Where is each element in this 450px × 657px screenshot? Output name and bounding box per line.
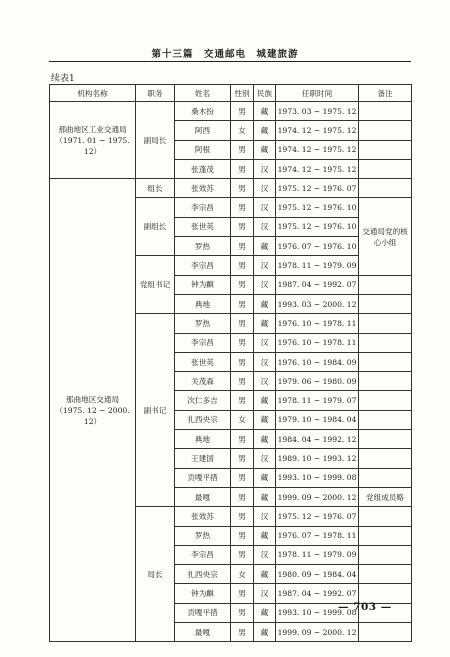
position-cell: 副组长 xyxy=(136,198,175,256)
note-cell-empty xyxy=(359,140,412,159)
note-cell-empty xyxy=(359,121,412,140)
term-cell: 1999. 09 ~ 2000. 12 xyxy=(276,623,359,642)
position-cell: 副书记 xyxy=(136,314,175,507)
term-cell: 1978. 11 ~ 1979. 09 xyxy=(276,545,359,564)
ethnic-cell: 汉 xyxy=(254,333,276,352)
ethnic-cell: 汉 xyxy=(254,449,276,468)
sex-cell: 男 xyxy=(231,391,254,410)
note-cell-empty xyxy=(359,410,412,429)
note-cell-empty xyxy=(359,430,412,449)
sex-cell: 男 xyxy=(231,584,254,603)
note-cell-empty xyxy=(359,352,412,371)
name-cell: 罗热 xyxy=(175,314,231,333)
term-cell: 1984. 04 ~ 1992. 12 xyxy=(276,430,359,449)
term-cell: 1999. 09 ~ 2000. 12 xyxy=(276,487,359,506)
term-cell: 1978. 11 ~ 1979. 09 xyxy=(276,256,359,275)
sex-cell: 男 xyxy=(231,140,254,159)
table-row xyxy=(50,179,412,198)
position-cell: 党组书记 xyxy=(136,256,175,314)
note-cell-empty xyxy=(359,391,412,410)
name-cell: 张效苏 xyxy=(175,507,231,526)
page-number: — 703 — xyxy=(338,601,392,613)
sex-cell: 男 xyxy=(231,449,254,468)
term-cell: 1979. 10 ~ 1984. 04 xyxy=(276,410,359,429)
sex-cell: 男 xyxy=(231,217,254,236)
col-header-term: 任职时间 xyxy=(276,85,359,102)
ethnic-cell: 藏 xyxy=(254,410,276,429)
ethnic-cell: 汉 xyxy=(254,352,276,371)
sex-cell: 男 xyxy=(231,487,254,506)
term-cell: 1993. 03 ~ 2000. 12 xyxy=(276,294,359,313)
ethnic-cell: 汉 xyxy=(254,198,276,217)
running-header: 第十三篇 交通邮电 城建旅游 xyxy=(151,49,299,60)
org-cell xyxy=(50,179,136,642)
sex-cell: 男 xyxy=(231,603,254,622)
org-name: 那曲地区工业交通局 xyxy=(58,124,127,134)
note-cell: 交通局党的核心小组 xyxy=(359,198,412,275)
name-cell: 次仁多吉 xyxy=(175,391,231,410)
sex-cell: 男 xyxy=(231,159,254,178)
name-cell: 王建国 xyxy=(175,449,231,468)
header-rule xyxy=(49,61,411,62)
name-cell: 典地 xyxy=(175,430,231,449)
term-cell: 1976. 07 ~ 1976. 10 xyxy=(276,237,359,256)
ethnic-cell: 藏 xyxy=(254,102,276,121)
note-cell-empty xyxy=(359,159,412,178)
term-cell: 1979. 06 ~ 1980. 09 xyxy=(276,372,359,391)
name-cell: 贡嘎平措 xyxy=(175,603,231,622)
name-cell: 李宗昌 xyxy=(175,333,231,352)
term-cell: 1993. 10 ~ 1999. 08 xyxy=(276,468,359,487)
position-cell: 局长 xyxy=(136,507,175,642)
ethnic-cell: 汉 xyxy=(254,159,276,178)
term-cell: 1974. 12 ~ 1975. 12 xyxy=(276,140,359,159)
name-cell: 扎西央宗 xyxy=(175,410,231,429)
term-cell: 1976. 10 ~ 1984. 09 xyxy=(276,352,359,371)
term-cell: 1975. 12 ~ 1976. 07 xyxy=(276,507,359,526)
note-cell-empty xyxy=(359,565,412,584)
term-cell: 1973. 03 ~ 1975. 12 xyxy=(276,102,359,121)
name-cell: 关茂森 xyxy=(175,372,231,391)
sex-cell: 男 xyxy=(231,526,254,545)
name-cell: 典地 xyxy=(175,294,231,313)
sex-cell: 男 xyxy=(231,468,254,487)
sex-cell: 男 xyxy=(231,275,254,294)
name-cell: 罗热 xyxy=(175,237,231,256)
name-cell: 贡嘎平措 xyxy=(175,468,231,487)
name-cell: 桑木扮 xyxy=(175,102,231,121)
name-cell: 张蓬茂 xyxy=(175,159,231,178)
term-cell: 1975. 12 ~ 1976. 07 xyxy=(276,179,359,198)
sex-cell: 男 xyxy=(231,352,254,371)
term-cell: 1987. 04 ~ 1992. 07 xyxy=(276,584,359,603)
term-cell: 1976. 07 ~ 1978. 11 xyxy=(276,526,359,545)
table-row xyxy=(50,102,412,121)
name-cell: 钟为麒 xyxy=(175,584,231,603)
col-header-org: 机构名称 xyxy=(50,85,136,102)
ethnic-cell: 藏 xyxy=(254,294,276,313)
name-cell: 钟为麒 xyxy=(175,275,231,294)
sex-cell: 男 xyxy=(231,179,254,198)
ethnic-cell: 藏 xyxy=(254,565,276,584)
name-cell: 张世英 xyxy=(175,217,231,236)
term-cell: 1974. 12 ~ 1975. 12 xyxy=(276,159,359,178)
sex-cell: 女 xyxy=(231,565,254,584)
col-header-ethnic: 民族 xyxy=(254,85,276,102)
note-cell-empty xyxy=(359,275,412,294)
note-cell-empty xyxy=(359,333,412,352)
sex-cell: 男 xyxy=(231,333,254,352)
org-period: （1971. 01 ~ 1975. 12） xyxy=(55,135,130,156)
sex-cell: 男 xyxy=(231,237,254,256)
col-header-name: 姓名 xyxy=(175,85,231,102)
sex-cell: 男 xyxy=(231,314,254,333)
sex-cell: 男 xyxy=(231,256,254,275)
name-cell: 张世英 xyxy=(175,352,231,371)
ethnic-cell: 藏 xyxy=(254,121,276,140)
term-cell: 1987. 04 ~ 1992. 07 xyxy=(276,275,359,294)
note-cell-empty xyxy=(359,545,412,564)
name-cell: 阿西 xyxy=(175,121,231,140)
col-header-note: 备注 xyxy=(359,85,412,102)
ethnic-cell: 藏 xyxy=(254,468,276,487)
name-cell: 张效苏 xyxy=(175,179,231,198)
ethnic-cell: 汉 xyxy=(254,179,276,198)
table-header-row xyxy=(50,85,412,102)
col-header-position: 职务 xyxy=(136,85,175,102)
name-cell: 李宗昌 xyxy=(175,256,231,275)
term-cell: 1980. 09 ~ 1984. 04 xyxy=(276,565,359,584)
ethnic-cell: 藏 xyxy=(254,430,276,449)
term-cell: 1989. 10 ~ 1993. 12 xyxy=(276,449,359,468)
note-cell-empty xyxy=(359,314,412,333)
term-cell: 1976. 10 ~ 1978. 11 xyxy=(276,333,359,352)
table-title: 续表1 xyxy=(51,74,75,84)
table-body xyxy=(50,102,412,642)
org-cell xyxy=(50,102,136,179)
note-cell: 党组成员略 xyxy=(359,487,412,506)
sex-cell: 男 xyxy=(231,294,254,313)
sex-cell: 男 xyxy=(231,623,254,642)
note-cell-empty xyxy=(359,507,412,526)
officials-table xyxy=(49,84,412,642)
name-cell: 最嘎 xyxy=(175,487,231,506)
name-cell: 李宗昌 xyxy=(175,198,231,217)
ethnic-cell: 汉 xyxy=(254,372,276,391)
term-cell: 1978. 11 ~ 1979. 07 xyxy=(276,391,359,410)
note-cell-empty xyxy=(359,526,412,545)
sex-cell: 男 xyxy=(231,372,254,391)
ethnic-cell: 藏 xyxy=(254,487,276,506)
col-header-sex: 性别 xyxy=(231,85,254,102)
name-cell: 扎西央宗 xyxy=(175,565,231,584)
ethnic-cell: 汉 xyxy=(254,584,276,603)
note-cell-empty xyxy=(359,179,412,198)
note-cell-empty xyxy=(359,623,412,642)
sex-cell: 女 xyxy=(231,410,254,429)
ethnic-cell: 藏 xyxy=(254,526,276,545)
name-cell: 最嘎 xyxy=(175,623,231,642)
name-cell: 李宗昌 xyxy=(175,545,231,564)
note-cell-empty xyxy=(359,294,412,313)
ethnic-cell: 藏 xyxy=(254,391,276,410)
sex-cell: 男 xyxy=(231,507,254,526)
note-cell-empty xyxy=(359,372,412,391)
term-cell: 1993. 10 ~ 1999. 08 xyxy=(276,603,359,622)
ethnic-cell: 汉 xyxy=(254,256,276,275)
ethnic-cell: 汉 xyxy=(254,217,276,236)
sex-cell: 男 xyxy=(231,545,254,564)
ethnic-cell: 藏 xyxy=(254,237,276,256)
ethnic-cell: 汉 xyxy=(254,275,276,294)
org-name: 那曲地区交通局 xyxy=(65,394,120,404)
ethnic-cell: 藏 xyxy=(254,314,276,333)
note-cell-empty xyxy=(359,102,412,121)
term-cell: 1976. 10 ~ 1978. 11 xyxy=(276,314,359,333)
ethnic-cell: 藏 xyxy=(254,623,276,642)
sex-cell: 女 xyxy=(231,121,254,140)
sex-cell: 男 xyxy=(231,198,254,217)
position-cell: 副局长 xyxy=(136,102,175,179)
org-period: （1975. 12 ~ 2000. 12） xyxy=(55,405,130,426)
note-cell-empty xyxy=(359,449,412,468)
note-cell-empty xyxy=(359,468,412,487)
ethnic-cell: 藏 xyxy=(254,140,276,159)
name-cell: 阿根 xyxy=(175,140,231,159)
term-cell: 1975. 12 ~ 1976. 10 xyxy=(276,198,359,217)
name-cell: 罗热 xyxy=(175,526,231,545)
ethnic-cell: 汉 xyxy=(254,507,276,526)
term-cell: 1975. 12 ~ 1976. 10 xyxy=(276,217,359,236)
ethnic-cell: 藏 xyxy=(254,603,276,622)
sex-cell: 男 xyxy=(231,102,254,121)
sex-cell: 男 xyxy=(231,430,254,449)
position-cell: 组长 xyxy=(136,179,175,198)
ethnic-cell: 汉 xyxy=(254,545,276,564)
term-cell: 1974. 12 ~ 1975. 12 xyxy=(276,121,359,140)
